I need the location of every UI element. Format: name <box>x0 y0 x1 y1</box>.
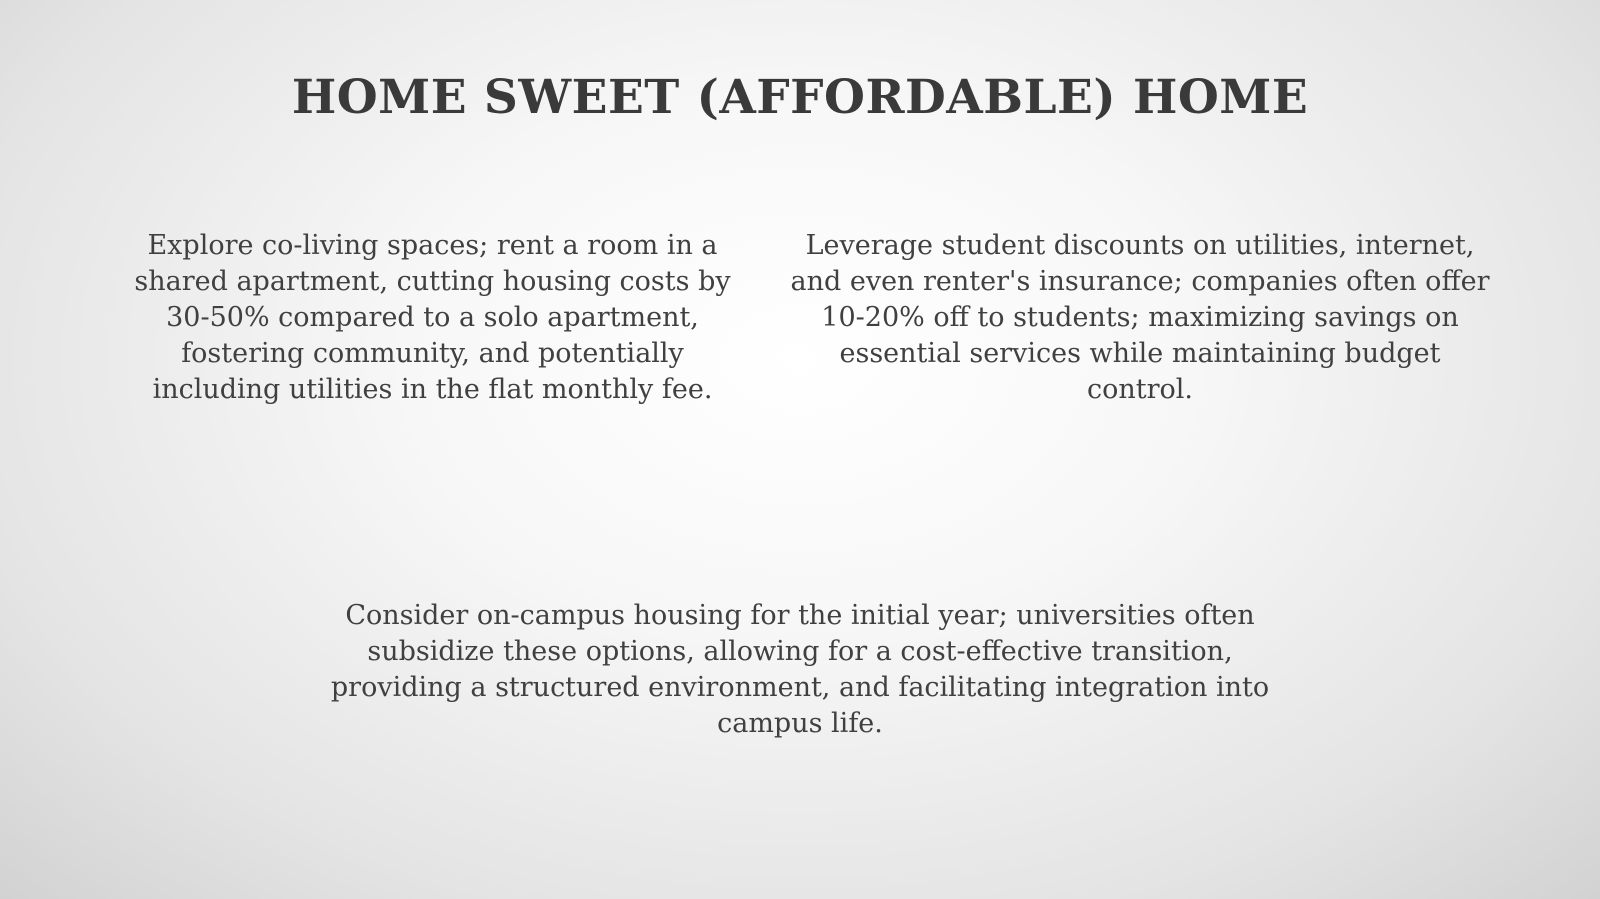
point-on-campus-housing: Consider on-campus housing for the initial year; universities often subsidize these options, allowing for a cost-effective transition, providing a structured environment, and facilitating integration into campus life. <box>330 600 1270 739</box>
point-co-living: Explore co-living spaces; rent a room in a shared apartment, cutting housing costs by 30-50% compared to a solo apartment, fostering community, and potentially including utilities in the flat monthly fee. <box>134 230 731 405</box>
slide-title: HOME SWEET (AFFORDABLE) HOME <box>291 70 1309 125</box>
point-student-discounts: Leverage student discounts on utilities, internet, and even renter's insurance; companies often offer 10-20% off to students; maximizing savings on essential services while maintaining budget control. <box>790 230 1490 405</box>
